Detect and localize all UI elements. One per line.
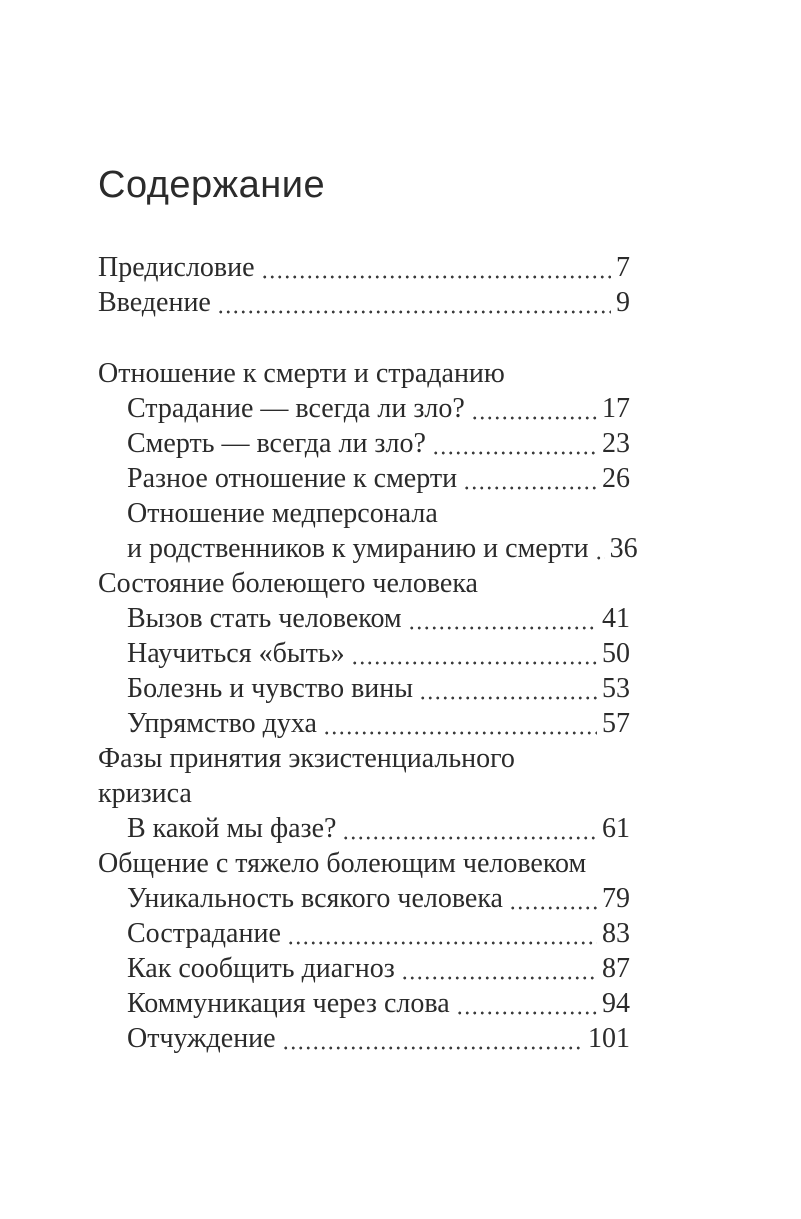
toc-row (98, 706, 630, 741)
toc-row (98, 811, 630, 846)
toc-entry-label: Коммуникация через слова (127, 988, 450, 1019)
dot-leader (509, 906, 597, 910)
toc-entry-label: Сострадание (127, 918, 281, 949)
toc-row (98, 916, 630, 951)
page-number: 53 (602, 673, 630, 704)
page-number: 9 (616, 287, 630, 318)
toc-row (98, 671, 630, 706)
dot-leader (401, 976, 597, 980)
page-number: 17 (602, 393, 630, 424)
page-number: 41 (602, 603, 630, 634)
dot-leader (463, 486, 597, 490)
dot-leader (595, 556, 605, 560)
toc-row (98, 496, 630, 531)
toc-section-label: Фазы принятия экзистенциального (98, 743, 515, 774)
page-number: 83 (602, 918, 630, 949)
toc-row (98, 636, 630, 671)
page-number: 79 (602, 883, 630, 914)
toc-entry-label: и родственников к умиранию и смерти (127, 533, 589, 564)
page-number: 36 (609, 533, 638, 564)
toc-entry-label: Научиться «быть» (127, 638, 345, 669)
toc-entry-label: Разное отношение к смерти (127, 463, 458, 494)
toc-row (98, 881, 630, 916)
page-number: 26 (602, 463, 630, 494)
toc-entry-label: Отчуждение (127, 1023, 276, 1054)
toc-section-label: Состояние болеющего человека (98, 568, 478, 599)
table-of-contents (98, 250, 638, 1056)
toc-section-row (98, 776, 630, 811)
toc-entry-label: Как сообщить диагноз (127, 953, 395, 984)
dot-leader (408, 626, 597, 630)
toc-section-label: Отношение к смерти и страданию (98, 358, 505, 389)
toc-entry-label: Смерть — всегда ли зло? (127, 428, 426, 459)
toc-section-row (98, 356, 630, 391)
page-number: 61 (602, 813, 630, 844)
toc-section-row (98, 846, 630, 881)
toc-row (98, 285, 630, 320)
dot-leader (323, 731, 597, 735)
dot-leader (282, 1046, 583, 1050)
toc-entry-label: Упрямство духа (127, 708, 317, 739)
dot-leader (419, 696, 597, 700)
toc-entry-label: Уникальность всякого человека (127, 883, 503, 914)
toc-entry-label: Введение (98, 287, 211, 318)
page-number: 101 (588, 1023, 630, 1054)
toc-entry-label: Вызов стать человеком (127, 603, 402, 634)
toc-row (98, 1021, 630, 1056)
toc-section-label: Общение с тяжело болеющим человеком (98, 848, 587, 879)
toc-entry-label: Предисловие (98, 252, 255, 283)
toc-row (98, 601, 630, 636)
dot-leader (217, 310, 611, 314)
toc-entry-label: Страдание — всегда ли зло? (127, 393, 465, 424)
dot-leader (287, 941, 597, 945)
dot-leader (261, 275, 611, 279)
page-number: 57 (602, 708, 630, 739)
toc-section-row (98, 741, 630, 776)
toc-row (98, 391, 630, 426)
toc-entry-label: Болезнь и чувство вины (127, 673, 414, 704)
page-number: 50 (602, 638, 630, 669)
toc-row (98, 250, 630, 285)
toc-row (98, 951, 630, 986)
toc-section-row (98, 566, 630, 601)
dot-leader (351, 661, 597, 665)
page-number: 94 (602, 988, 630, 1019)
toc-section-label: кризиса (98, 778, 192, 809)
page-title: Содержание (98, 164, 326, 206)
toc-entry-label: В какой мы фазе? (127, 813, 337, 844)
toc-row (98, 531, 638, 566)
toc-entry-label: Отношение медперсонала (127, 498, 438, 529)
page-number: 7 (616, 252, 630, 283)
page-number: 23 (602, 428, 630, 459)
page-number: 87 (602, 953, 630, 984)
dot-leader (432, 451, 597, 455)
toc-row (98, 461, 630, 496)
toc-row (98, 426, 630, 461)
dot-leader (471, 416, 597, 420)
toc-row (98, 986, 630, 1021)
dot-leader (456, 1011, 597, 1015)
dot-leader (342, 836, 597, 840)
